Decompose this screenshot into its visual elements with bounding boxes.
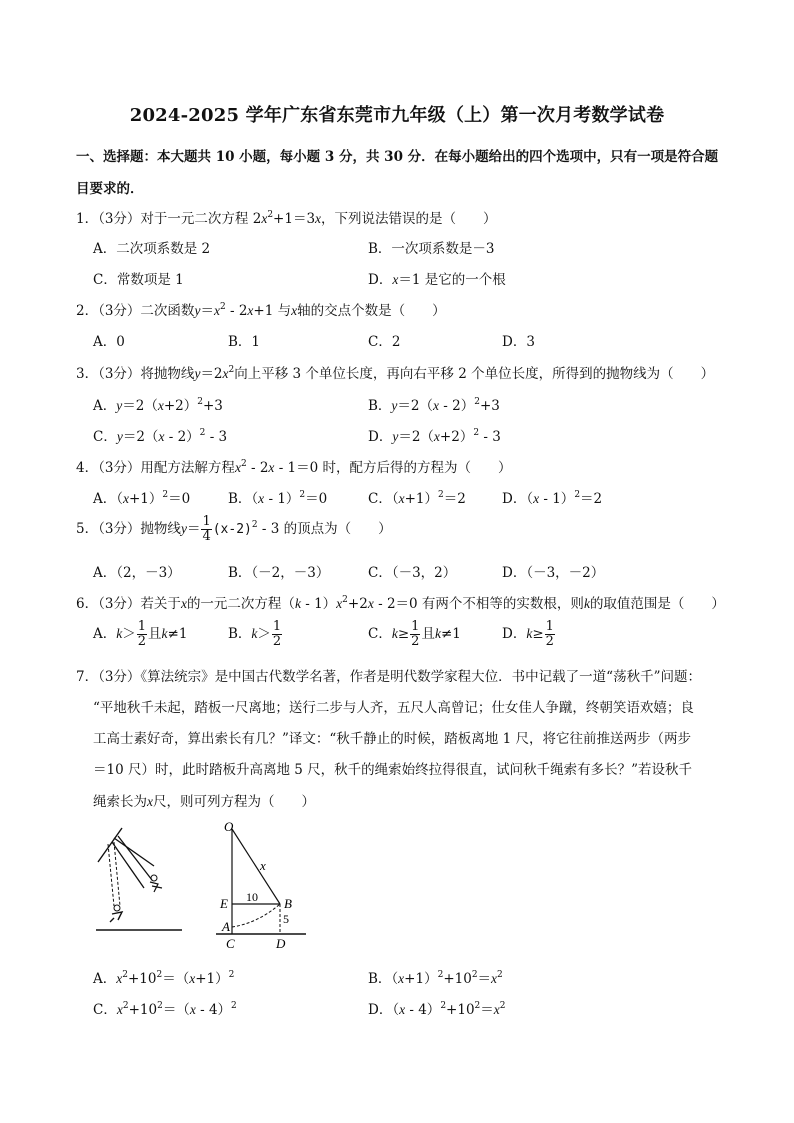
arc-ab <box>232 904 280 927</box>
fraction-one-half: $\frac{1}{2}$ <box>272 619 282 649</box>
page-title: 2024-2025 学年广东省东莞市九年级（上）第一次月考数学试卷 <box>129 105 665 126</box>
q1-option-c: C．常数项是 1 <box>93 272 184 288</box>
q2-option-a: A．0 <box>93 334 125 350</box>
question-6-stem: 6．（3分）若关于x的一元二次方程$(k - 1)x^2+2x - 2=0$ 有两个不相等的实数根，则k的取值范围是（ ） <box>76 595 725 612</box>
fraction-one-half: $\frac{1}{2}$ <box>545 619 554 649</box>
q4-option-a: A．$(x+1)^2=0$ <box>93 490 191 507</box>
q7-option-d: D．$(x - 4)^2+10^2=x^2$ <box>368 1001 506 1018</box>
q6-option-c: C．k≥ $\frac{1}{2}$ 且k≠1 <box>368 619 461 649</box>
fraction-one-half: $\frac{1}{2}$ <box>137 619 147 649</box>
question-7-line2: “平地秋千未起，踏板一尺离地；送行二步与人齐，五尺人高曾记；仕女佳人争蹴，终朝笑语欢嬉；良 <box>93 700 694 716</box>
q4-option-b: B．（x - 1）$^2$＝0 <box>228 490 328 507</box>
label-e: E <box>220 896 228 911</box>
q2-option-c: C．2 <box>368 334 401 350</box>
q7-option-b: B．$(x+1)^2+10^2=x^2$ <box>368 970 503 987</box>
person-resting <box>110 905 122 922</box>
question-2-stem: 2．（3分）二次函数$y=x^2 - 2x+1$ 与x轴的交点个数是（ ） <box>76 302 446 319</box>
q5-option-a: A．（2，－3） <box>93 565 181 581</box>
q3-option-d: D．$y=2(x+2)^2 - 3$ <box>368 428 501 445</box>
label-5: 5 <box>283 912 289 926</box>
question-7-line4: ＝10 尺）时，此时踏板升高离地 5 尺，秋千的绳索始终拉得很直，试问秋千绳索有多长？”若设秋千 <box>93 762 693 778</box>
label-x: x <box>260 858 266 873</box>
label-10: 10 <box>246 890 258 904</box>
question-4-stem: 4．（3分）用配方法解方程$x^2 - 2x - 1=0$ 时，配方后得的方程为（ ） <box>76 459 512 476</box>
question-3-stem: 3．（3分）将抛物线$y=2x^2$向上平移 3 个单位长度，再向右平移 2 个单位长度，所得到的抛物线为（ ） <box>76 365 715 382</box>
q6-option-a: A．k＞ $\frac{1}{2}$ 且k≠1 <box>93 619 188 649</box>
swing-beam <box>98 828 122 862</box>
label-d: D <box>276 936 286 950</box>
question-7-line3: 工高士素好奇，算出索长有几？”译文：“秋千静止的时候，踏板离地 1 尺，将它往前推送两步（两步 <box>93 731 691 747</box>
q1-option-b: B．一次项系数是－3 <box>368 241 495 257</box>
q3-option-b: B．y＝2（x - 2）$^2$+3 <box>368 397 500 414</box>
swing-frame <box>114 838 154 866</box>
q5-option-c: C．（－3，2） <box>368 565 457 581</box>
question-1-stem: 1．（3分）对于一元二次方程 $2x^2+1=3x$，下列说法错误的是（ ） <box>76 210 497 227</box>
geometry-diagram <box>210 815 310 950</box>
fraction-one-quarter: $\frac{1}{4}$ <box>202 514 211 544</box>
q1-option-d: D．x＝1 是它的一个根 <box>368 272 506 288</box>
question-5-stem: 5．（3分）抛物线y＝ $\frac{1}{4}$ $(x-2)^2 - 3$ 的顶点为（ ） <box>76 514 392 544</box>
q4-option-d: D．（x - 1）$^2$＝2 <box>502 490 603 507</box>
rest-rope-left <box>108 844 114 906</box>
fraction-one-half: $\frac{1}{2}$ <box>411 619 420 649</box>
q4-option-c: C．$(x+1)^2=2$ <box>368 490 466 507</box>
label-o: O <box>224 819 234 834</box>
q2-option-d: D．3 <box>502 334 535 350</box>
q2-option-b: B．1 <box>228 334 261 350</box>
q5-option-b: B．（－2，－3） <box>228 565 330 581</box>
q7-option-c: C．$x^2+10^2=(x - 4)^2$ <box>93 1001 237 1018</box>
label-b: B <box>284 896 292 911</box>
person-swinging <box>150 875 162 892</box>
q3-option-c: C．y＝2（x - 2）$^2$ - 3 <box>93 428 228 445</box>
label-a: A <box>222 919 230 934</box>
q1-option-a: A．二次项系数是 2 <box>93 241 211 257</box>
q3-option-a: A．$y=2(x+2)^2+3$ <box>93 397 223 414</box>
section-heading-line1: 一、选择题：本大题共 10 小题，每小题 3 分，共 30 分．在每小题给出的四个选项中，只有一项是符合题 <box>76 149 719 165</box>
swing-illustration <box>92 822 188 938</box>
q5-option-d: D．（－3，－2） <box>502 565 605 581</box>
question-7-line5: 绳索长为x尺，则可列方程为（ ） <box>93 794 315 810</box>
q7-option-a: A．$x^2+10^2=(x+1)^2$ <box>93 970 235 987</box>
label-c: C <box>226 936 235 950</box>
q6-option-b: B．k＞ $\frac{1}{2}$ <box>228 619 282 649</box>
question-7-line1: 7．（3分）《算法统宗》是中国古代数学名著，作者是明代数学家程大位．书中记载了一道“荡秋千”问题： <box>76 669 701 685</box>
q6-option-d: D．k≥ $\frac{1}{2}$ <box>502 619 554 649</box>
section-heading-line2: 目要求的． <box>76 181 144 197</box>
